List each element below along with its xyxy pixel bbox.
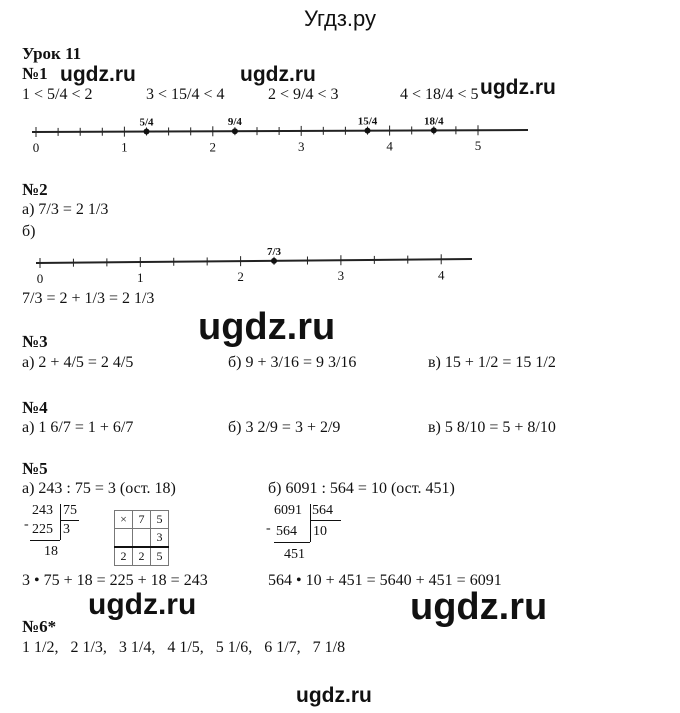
- point-label: 7/3: [266, 245, 282, 258]
- table-cell: 7: [133, 511, 151, 529]
- tick-label: 1: [121, 139, 128, 154]
- subtraction-line: [30, 540, 60, 541]
- tick-label: 3: [337, 268, 345, 284]
- dividend: 243: [32, 503, 53, 518]
- point-marker: [144, 129, 150, 135]
- task1-number-line: [20, 108, 540, 154]
- subtraction-line: [274, 542, 310, 543]
- lesson-title: Урок 11: [22, 44, 82, 63]
- watermark: ugdz.ru: [480, 76, 556, 99]
- tick-label: 5: [474, 138, 482, 154]
- table-cell: [115, 529, 133, 548]
- tick-label: 1: [137, 270, 144, 286]
- tick-label: 4: [386, 138, 393, 154]
- table-cell: 2: [115, 547, 133, 566]
- dividend: 6091: [274, 503, 302, 518]
- task2-result: 7/3 = 2 + 1/3 = 2 1/3: [22, 290, 155, 307]
- division-bar: [310, 504, 311, 542]
- long-division-a: [24, 503, 104, 569]
- tick-label: 2: [237, 269, 244, 285]
- task6-answer: 1 1/2, 2 1/3, 3 1/4, 4 1/5, 5 1/6, 6 1/7, 7 1/8: [22, 639, 346, 656]
- quotient: 3: [63, 522, 70, 537]
- product: 225: [32, 522, 53, 537]
- site-title: Угдз.ру: [303, 6, 377, 31]
- task6-label: №6*: [22, 617, 57, 636]
- quotient-line: [61, 520, 79, 521]
- task5-label: №5: [22, 459, 48, 478]
- task4-item: в) 5 8/10 = 5 + 8/10: [428, 419, 556, 436]
- remainder: 451: [284, 547, 305, 562]
- remainder: 18: [44, 544, 58, 559]
- multiplication-check-table: [114, 510, 169, 566]
- minus-sign: -: [24, 517, 29, 532]
- task2-number-line: [20, 244, 480, 286]
- task4-item: а) 1 6/7 = 1 + 6/7: [22, 419, 134, 436]
- task2-line-a: а) 7/3 = 2 1/3: [22, 201, 109, 218]
- task1-inequality: 4 < 18/4 < 5: [400, 86, 479, 103]
- table-cell: 3: [151, 529, 169, 548]
- axis-line: [32, 130, 528, 132]
- point-marker: [232, 128, 238, 134]
- table-cell: [133, 529, 151, 548]
- product: 564: [276, 524, 297, 539]
- minus-sign: -: [266, 521, 271, 536]
- task1-label: №1: [22, 64, 48, 83]
- watermark: ugdz.ru: [410, 586, 548, 628]
- task5a-header: а) 243 : 75 = 3 (ост. 18): [22, 480, 176, 497]
- table-cell: 2: [133, 547, 151, 566]
- task2-label: №2: [22, 180, 48, 199]
- divisor: 75: [63, 503, 77, 518]
- task1-inequality: 2 < 9/4 < 3: [268, 86, 339, 103]
- watermark: ugdz.ru: [240, 63, 316, 86]
- division-bar: [60, 504, 61, 540]
- point-marker: [271, 258, 277, 264]
- task2-label-b: б): [22, 223, 36, 240]
- task5b-header: б) 6091 : 564 = 10 (ост. 451): [268, 480, 455, 497]
- watermark: ugdz.ru: [198, 306, 336, 348]
- long-division-b: [266, 503, 376, 569]
- point-label: 9/4: [227, 116, 242, 129]
- task3-label: №3: [22, 332, 48, 351]
- watermark: ugdz.ru: [88, 588, 197, 621]
- task3-item: б) 9 + 3/16 = 9 3/16: [228, 354, 357, 371]
- tick-label: 2: [209, 139, 217, 154]
- quotient-line: [311, 520, 341, 521]
- task3-item: а) 2 + 4/5 = 2 4/5: [22, 354, 134, 371]
- point-marker: [431, 127, 437, 133]
- quotient: 10: [313, 524, 327, 539]
- task5b-check: 564 • 10 + 451 = 5640 + 451 = 6091: [268, 572, 502, 589]
- point-marker: [365, 128, 371, 134]
- task4-label: №4: [22, 398, 48, 417]
- task4-item: б) 3 2/9 = 3 + 2/9: [228, 419, 341, 436]
- watermark: ugdz.ru: [296, 684, 372, 707]
- task5a-check: 3 • 75 + 18 = 225 + 18 = 243: [22, 572, 208, 589]
- tick-label: 3: [297, 138, 305, 154]
- point-label: 18/4: [424, 115, 444, 128]
- tick-label: 4: [437, 267, 445, 283]
- point-label: 5/4: [139, 116, 154, 129]
- divisor: 564: [312, 503, 333, 518]
- tick-label: 0: [32, 140, 40, 154]
- watermark: ugdz.ru: [60, 63, 136, 86]
- task1-inequality: 3 < 15/4 < 4: [146, 86, 225, 103]
- table-cell: 5: [151, 547, 169, 566]
- tick-label: 0: [36, 271, 44, 286]
- table-cell: 5: [151, 511, 169, 529]
- task3-item: в) 15 + 1/2 = 15 1/2: [428, 354, 556, 371]
- task1-inequality: 1 < 5/4 < 2: [22, 86, 93, 103]
- axis-line: [36, 259, 472, 263]
- point-label: 15/4: [357, 115, 378, 128]
- multiply-sign: ×: [115, 511, 133, 529]
